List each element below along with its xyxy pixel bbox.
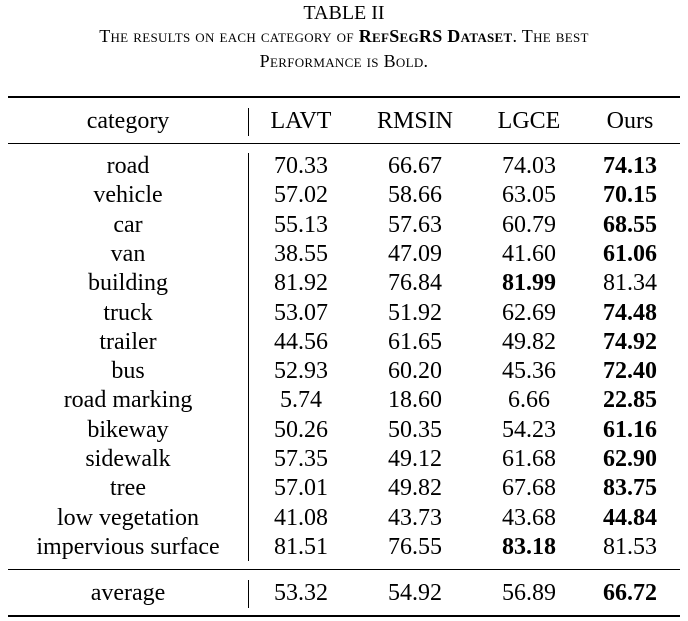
row-category: bus [111,358,145,385]
column-header: Ours [606,108,654,134]
table-cell: 50.26 [274,416,328,443]
row-category: vehicle [93,182,163,209]
table-cell: 60.79 [502,211,556,238]
table-cell: 49.82 [502,328,556,355]
caption-dataset-name: RefSegRS Dataset [358,26,513,46]
row-category: road [106,153,150,179]
table-cell: 74.92 [603,328,657,355]
column-header: category [86,108,170,134]
caption-line-2: Performance is Bold. [259,51,429,71]
average-cell: 53.32 [274,580,328,606]
table-cell: 74.48 [603,299,657,326]
table-cell: 57.01 [274,475,328,502]
table-cell: 57.02 [274,182,328,209]
average-divider [248,580,249,608]
table-cell: 74.13 [603,153,657,179]
table-cell: 83.18 [502,533,556,560]
row-category: truck [103,299,153,326]
table-cell: 76.84 [388,270,442,297]
table-cell: 72.40 [603,358,657,385]
table-cell: 70.33 [274,153,328,179]
table-cell: 22.85 [603,387,657,414]
row-category: bikeway [87,416,169,443]
body-divider [248,153,249,561]
table-cell: 53.07 [274,299,328,326]
table-cell: 6.66 [508,387,550,414]
caption-text-post: . The best [512,26,589,46]
table-cell: 5.74 [280,387,322,414]
table-cell: 83.75 [603,475,657,502]
table-cell: 58.66 [388,182,442,209]
table-cell: 51.92 [388,299,442,326]
average-cell: 66.72 [603,580,657,606]
row-category: building [87,270,168,297]
table-cell: 44.56 [274,328,328,355]
row-category: sidewalk [85,446,171,472]
table-cell: 81.92 [274,270,328,297]
table-cell: 62.69 [502,299,556,326]
table-cell: 57.63 [388,211,442,238]
table-cell: 68.55 [603,211,657,238]
row-category: tree [110,475,146,502]
table-cell: 49.12 [388,446,442,472]
average-label: average [90,580,166,606]
row-category: van [110,240,146,267]
table-cell: 44.84 [603,504,657,531]
table-cell: 62.90 [603,446,657,472]
table-cell: 52.93 [274,358,328,385]
table-cell: 61.06 [603,240,657,267]
table-cell: 74.03 [502,153,556,179]
table-cell: 18.60 [388,387,442,414]
table-cell: 76.55 [388,533,442,560]
table-cell: 61.65 [388,328,442,355]
header-rule [8,143,680,144]
table-cell: 43.68 [502,504,556,531]
bottom-rule [8,615,680,617]
average-cell: 56.89 [502,580,556,606]
row-category: low vegetation [57,504,199,531]
average-cell: 54.92 [388,580,442,606]
table-cell: 55.13 [274,211,328,238]
caption-text-pre: The results on each category of [99,26,359,46]
row-category: car [113,211,143,238]
table-cell: 81.34 [603,270,657,297]
table-cell: 70.15 [603,182,657,209]
table-cell: 81.51 [274,533,328,560]
table-cell: 81.53 [603,533,657,560]
table-cell: 66.67 [388,153,442,179]
table-label: TABLE II [303,2,385,24]
table-cell: 67.68 [502,475,556,502]
table-cell: 38.55 [274,240,328,267]
column-header: RMSIN [376,108,454,134]
table-cell: 81.99 [502,270,556,297]
column-header: LAVT [270,108,332,134]
table-cell: 45.36 [502,358,556,385]
row-category: road marking [63,387,193,414]
header-divider [248,108,249,136]
table-cell: 50.35 [388,416,442,443]
row-category: impervious surface [36,533,220,560]
table-cell: 54.23 [502,416,556,443]
table-cell: 43.73 [388,504,442,531]
table-cell: 63.05 [502,182,556,209]
column-header: LGCE [497,108,561,134]
caption-line-1 [0,24,688,49]
average-rule [8,569,680,570]
table-caption [0,0,688,74]
top-rule [8,96,680,98]
table-cell: 57.35 [274,446,328,472]
table-cell: 41.08 [274,504,328,531]
table-cell: 61.16 [603,416,657,443]
table-cell: 60.20 [388,358,442,385]
table-cell: 47.09 [388,240,442,267]
table-cell: 61.68 [502,446,556,472]
table-cell: 41.60 [502,240,556,267]
table-cell: 49.82 [388,475,442,502]
row-category: trailer [99,328,157,355]
